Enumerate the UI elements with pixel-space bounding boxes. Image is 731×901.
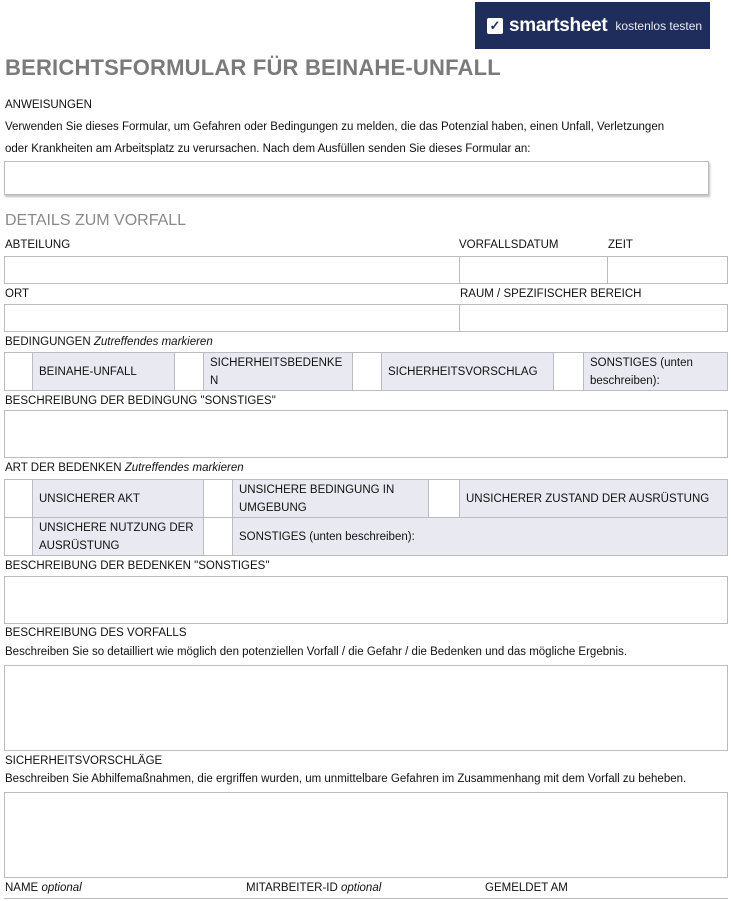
instructions-line1: Verwenden Sie dieses Formular, um Gefahren oder Bedingungen zu melden, die das Potenzial haben, einen Unfall, Verletzungen xyxy=(5,121,665,133)
checkbox-unsafe-equipment-use[interactable] xyxy=(4,517,33,556)
concern-hint: Zutreffendes markieren xyxy=(124,462,244,474)
concern-other-field[interactable] xyxy=(4,576,728,624)
room-label: RAUM / SPEZIFISCHER BEREICH xyxy=(460,288,642,300)
option-safety-suggestion: SICHERHEITSVORSCHLAG xyxy=(381,352,554,391)
instructions-heading: ANWEISUNGEN xyxy=(5,99,92,111)
option-safety-concern: SICHERHEITSBEDENKEN xyxy=(203,352,353,391)
option-unsafe-equipment-use: UNSICHERE NUTZUNG DER AUSRÜSTUNG xyxy=(32,517,204,556)
safety-field[interactable] xyxy=(4,792,728,878)
smartsheet-banner[interactable] xyxy=(475,2,710,49)
details-heading: DETAILS ZUM VORFALL xyxy=(5,212,187,229)
page-title: BERICHTSFORMULAR FÜR BEINAHE-UNFALL xyxy=(5,55,501,80)
conditions-other-label: BESCHREIBUNG DER BEDINGUNG "SONSTIGES" xyxy=(5,395,276,407)
incident-date-label: VORFALLSDATUM xyxy=(459,239,559,251)
time-label: ZEIT xyxy=(608,239,633,251)
location-label: ORT xyxy=(5,288,30,300)
instructions-line2: oder Krankheiten am Arbeitsplatz zu verursachen. Nach dem Ausfüllen senden Sie dieses Formular an: xyxy=(5,143,531,155)
department-label: ABTEILUNG xyxy=(5,239,71,251)
option-near-miss: BEINAHE-UNFALL xyxy=(32,352,175,391)
name-label: NAME optional xyxy=(5,882,82,894)
incident-date-field[interactable] xyxy=(459,256,608,284)
safety-heading: SICHERHEITSVORSCHLÄGE xyxy=(5,755,163,767)
checkbox-unsafe-environment[interactable] xyxy=(203,479,233,518)
checkbox-unsafe-act[interactable] xyxy=(4,479,33,518)
option-concern-other: SONSTIGES (unten beschreiben): xyxy=(232,517,728,556)
footer-divider xyxy=(4,898,728,899)
incident-desc-field[interactable] xyxy=(4,665,728,751)
conditions-other-field[interactable] xyxy=(4,410,728,458)
option-conditions-other: SONSTIGES (unten beschreiben): xyxy=(583,352,728,391)
employee-id-hint: optional xyxy=(341,882,382,894)
department-field[interactable] xyxy=(4,256,460,284)
checkbox-safety-concern[interactable] xyxy=(174,352,204,391)
send-to-field[interactable] xyxy=(4,161,709,195)
room-field[interactable] xyxy=(459,304,728,332)
employee-id-label: MITARBEITER-ID optional xyxy=(246,882,382,894)
brand-name: smartsheet xyxy=(509,14,608,36)
checkbox-concern-other[interactable] xyxy=(203,517,233,556)
option-unsafe-act: UNSICHERER AKT xyxy=(32,479,204,518)
checkbox-conditions-other[interactable] xyxy=(553,352,584,391)
checkbox-near-miss[interactable] xyxy=(4,352,33,391)
conditions-hint: Zutreffendes markieren xyxy=(93,336,213,348)
checkmark-logo-icon: ✓ xyxy=(487,18,503,34)
reported-label: GEMELDET AM xyxy=(485,882,568,894)
incident-desc-text: Beschreiben Sie so detailliert wie möglich den potenziellen Vorfall / die Gefahr / die Bedenken und das mögliche Ergebnis. xyxy=(5,646,628,658)
checkbox-unsafe-equipment-condition[interactable] xyxy=(428,479,460,518)
location-field[interactable] xyxy=(4,304,460,332)
concern-other-label: BESCHREIBUNG DER BEDENKEN "SONSTIGES" xyxy=(5,560,270,572)
time-field[interactable] xyxy=(607,256,728,284)
incident-desc-heading: BESCHREIBUNG DES VORFALLS xyxy=(5,627,187,639)
conditions-label: BEDINGUNGEN Zutreffendes markieren xyxy=(5,336,213,348)
option-unsafe-environment: UNSICHERE BEDINGUNG IN UMGEBUNG xyxy=(232,479,429,518)
name-hint: optional xyxy=(41,882,82,894)
checkbox-safety-suggestion[interactable] xyxy=(352,352,382,391)
safety-text: Beschreiben Sie Abhilfemaßnahmen, die ergriffen wurden, um unmittelbare Gefahren im Zusammenhang mit dem Vorfall zu beheben. xyxy=(5,773,687,785)
concern-label: ART DER BEDENKEN Zutreffendes markieren xyxy=(5,462,244,474)
cta-text: kostenlos testen xyxy=(615,18,703,33)
option-unsafe-equipment-condition: UNSICHERER ZUSTAND DER AUSRÜSTUNG xyxy=(459,479,728,518)
